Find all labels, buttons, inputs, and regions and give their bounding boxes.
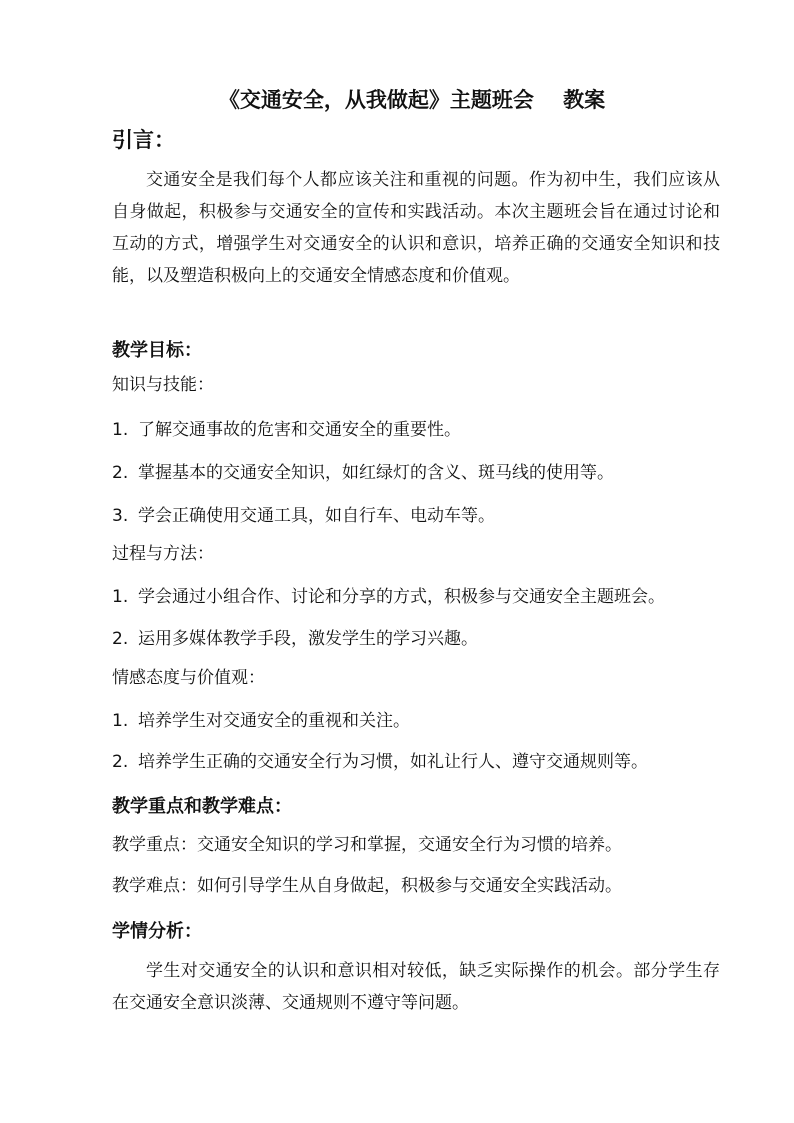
analysis-heading: 学情分析： [112,921,202,942]
item-number: 2. [112,629,129,649]
item-text: 学会正确使用交通工具，如自行车、电动车等。 [138,506,495,526]
item-text: 培养学生对交通安全的重视和关注。 [138,711,410,731]
analysis-paragraph: 学生对交通安全的认识和意识相对较低，缺乏实际操作的机会。部分学生存在交通安全意识淡薄、交通规则不遵守等问题。 [112,961,720,1013]
attitude-item [112,709,732,733]
knowledge-item [112,461,732,485]
item-text: 掌握基本的交通安全知识，如红绿灯的含义、斑马线的使用等。 [138,463,614,483]
intro-heading: 引言： [112,128,175,152]
item-number: 3. [112,506,129,526]
item-number: 1. [112,711,129,731]
knowledge-label: 知识与技能： [112,375,214,395]
process-item [112,627,732,651]
key-points-heading: 教学重点和教学难点： [112,796,292,817]
teaching-focus: 教学重点：交通安全知识的学习和掌握，交通安全行为习惯的培养。 [112,835,622,855]
item-text: 运用多媒体教学手段，激发学生的学习兴趣。 [138,629,478,649]
knowledge-item [112,418,732,442]
item-number: 2. [112,752,129,772]
knowledge-item [112,504,732,528]
item-text: 了解交通事故的危害和交通安全的重要性。 [138,420,461,440]
objectives-heading: 教学目标： [112,340,202,361]
item-number: 2. [112,463,129,483]
intro-paragraph: 交通安全是我们每个人都应该关注和重视的问题。作为初中生，我们应该从自身做起，积极参与交通安全的宣传和实践活动。本次主题班会旨在通过讨论和互动的方式，增强学生对交通安全的认识和意识，培养正确的交通安全知识和技能，以及塑造积极向上的交通安全情感态度和价值观。 [112,170,720,286]
teaching-difficulty: 教学难点：如何引导学生从自身做起，积极参与交通安全实践活动。 [112,876,622,896]
item-text: 培养学生正确的交通安全行为习惯，如礼让行人、遵守交通规则等。 [138,752,648,772]
attitude-label: 情感态度与价值观： [112,668,265,688]
process-item [112,585,732,609]
process-label: 过程与方法： [112,544,214,564]
item-number: 1. [112,587,129,607]
item-text: 学会通过小组合作、讨论和分享的方式，积极参与交通安全主题班会。 [138,587,665,607]
item-number: 1. [112,420,129,440]
attitude-item [112,750,732,774]
document-title: 《交通安全，从我做起》主题班会 教案 [218,88,606,112]
